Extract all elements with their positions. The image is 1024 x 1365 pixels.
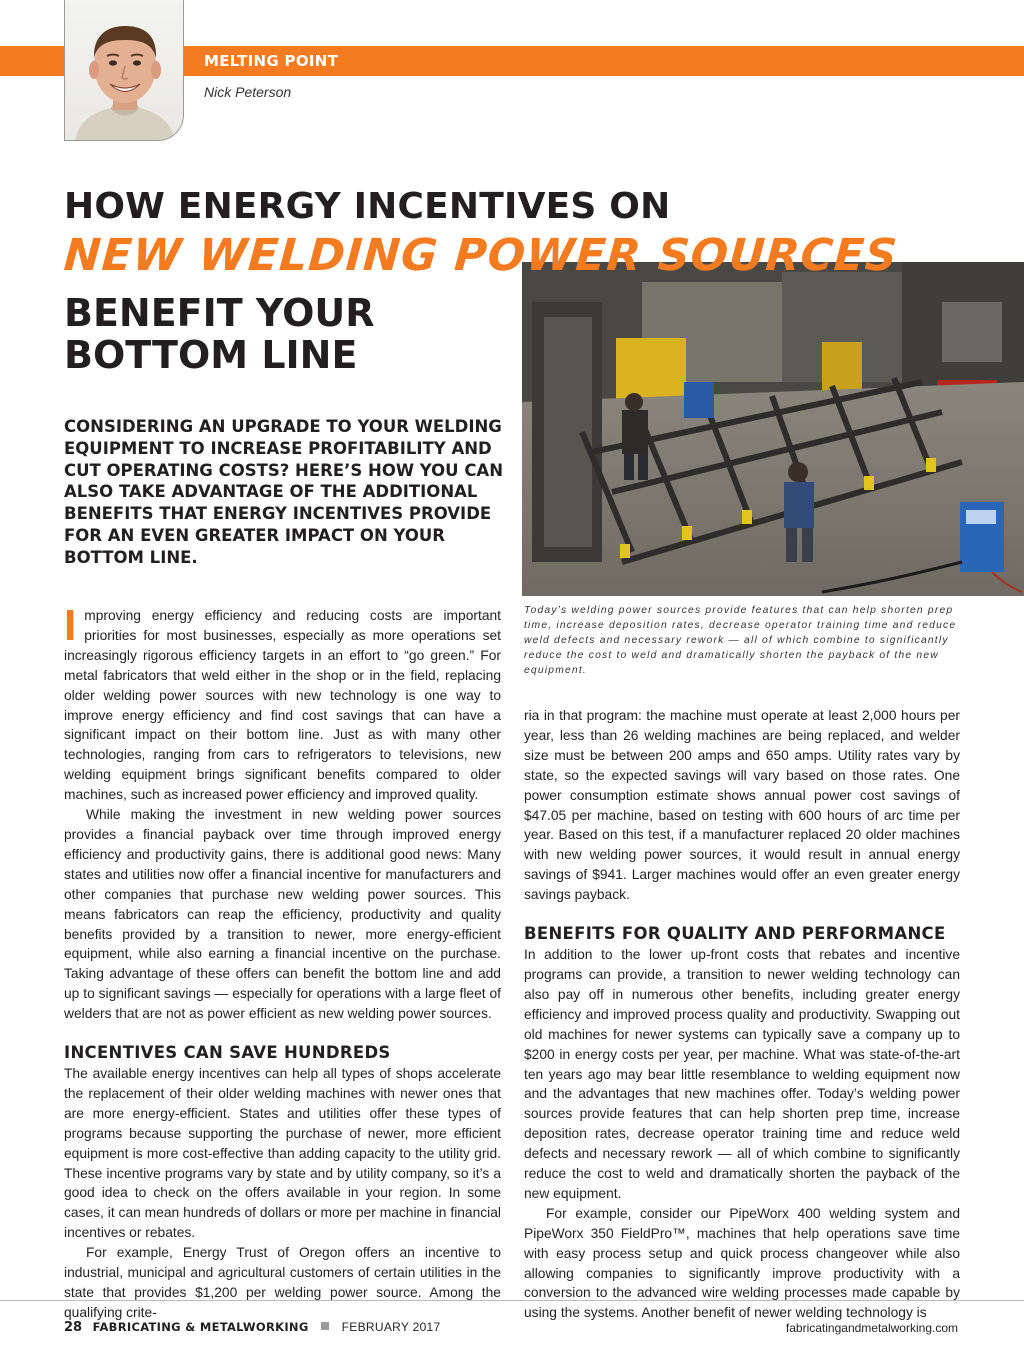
body-column-right xyxy=(524,706,960,1323)
issue-date: FEBRUARY 2017 xyxy=(341,1320,441,1334)
body-paragraph: The available energy incentives can help all types of shops accelerate the replacement of their older welding machines with newer ones that are more energy-efficient. States and utilities offer these types of programs because supporting the purchase of newer, more efficient equipment is more cost-effective than adding capacity to the utility grid. These incentive programs vary by state and by utility company, so it’s a good idea to check on the offers available in your region. In some cases, it can mean hundreds of dollars or more per machine in financial incentives or rebates. xyxy=(64,1066,501,1241)
body-paragraph: mproving energy efficiency and reducing costs are important priorities for most businesses, especially as more operations set increasingly rigorous efficiency targets in an effort to “go green.” For metal fabricators that weld either in the shop or in the field, replacing older welding power sources with new technology is one way to improve energy efficiency and find cost savings that can have a significant impact on their bottom line. Just as with many other technologies, ranging from cars to refrigerators to televisions, new welding equipment brings significant benefits compared to older machines, such as increased power efficiency and improved quality. xyxy=(64,608,501,803)
square-separator-icon xyxy=(321,1322,329,1330)
footer-rule xyxy=(0,1300,1024,1301)
subhead-benefits: BENEFITS FOR QUALITY AND PERFORMANCE xyxy=(524,924,946,944)
welding-shop-photo xyxy=(522,262,1024,596)
publication-name: FABRICATING & METALWORKING xyxy=(92,1320,309,1334)
article-deck: CONSIDERING AN UPGRADE TO YOUR WELDING EQUIPMENT TO INCREASE PROFITABILITY AND CUT OPERATING COSTS? HERE’S HOW YOU CAN ALSO TAKE ADVANTAGE OF THE ADDITIONAL BENEFITS THAT ENERGY INCENTIVES PROVIDE FOR AN EVEN GREATER IMPACT ON YOUR BOTTOM LINE. xyxy=(64,417,504,567)
website-url: fabricatingandmetalworking.com xyxy=(785,1321,958,1335)
photo-caption: Today’s welding power sources provide features that can help shorten prep time, increase deposition rates, decrease operator training time and reduce weld defects and necessary rework — all of which combine to significantly reduce the cost to weld and dramatically shorten the payback of the new equipment. xyxy=(524,605,957,676)
drop-cap: I xyxy=(64,601,77,650)
folio xyxy=(64,1320,441,1335)
body-paragraph: For example, Energy Trust of Oregon offers an incentive to industrial, municipal and agricultural customers of certain utilities in the state that provides $1,200 per welding power source. Among the qualifying crite- xyxy=(64,1245,501,1320)
body-paragraph: In addition to the lower up-front costs that rebates and incentive programs can provide, a transition to newer welding technology can also pay off in numerous other benefits, including greater energy efficiency and improved process quality and productivity. Swapping out old machines for newer systems can typically save a company up to $200 in energy costs per year, per machine. What was state-of-the-art ten years ago may bear little resemblance to welding equipment now and the advantages that new machines offer. Today’s welding power sources provide features that can help shorten prep time, increase deposition rates, decrease operator training time and reduce weld defects and necessary rework — all of which combine to significantly reduce the cost to weld and dramatically shorten the payback of the new equipment. xyxy=(524,947,960,1201)
body-paragraph: ria in that program: the machine must operate at least 2,000 hours per year, less than 26 welding machines are being replaced, and welder size must be between 200 amps and 650 amps. Utility rates vary by state, so the expected savings will vary based on those rates. One power consumption estimate shows annual power cost savings of $47.05 per machine, based on testing with 600 hours of arc time per year. Based on this test, if a manufacturer replaced 20 older machines with new welding power sources, it would result in annual energy savings of $941. Larger machines would offer an even greater energy savings payback. xyxy=(524,708,960,903)
headline-line-3: BENEFIT YOUR BOTTOM LINE xyxy=(64,291,375,377)
author-headshot xyxy=(64,0,184,141)
headline-line-1: HOW ENERGY INCENTIVES ON xyxy=(64,186,671,227)
body-paragraph: For example, consider our PipeWorx 400 welding system and PipeWorx 350 FieldPro™, machines that help operations save time with easy process setup and quick process changeover while also allowing companies to significantly improve productivity with a conversion to the advanced wire welding processes made capable by using the systems. Another benefit of newer welding technology is xyxy=(524,1205,960,1321)
column-name: MELTING POINT xyxy=(204,52,339,70)
subhead-incentives: INCENTIVES CAN SAVE HUNDREDS xyxy=(64,1043,391,1063)
body-column-left xyxy=(64,601,501,1323)
body-paragraph: While making the investment in new welding power sources provides a financial payback over time through improved energy efficiency and productivity gains, there is additional good news: Many states and utilities now offer a financial incentive for manufacturers and other companies that purchase new welding power sources. This means fabricators can reap the efficiency, productivity and quality benefits provided by a transition to newer, more energy-efficient equipment, while also earning a financial incentive on the purchase. Taking advantage of these offers can benefit the bottom line and add up to significant savings — especially for operations with a large fleet of welders that are not as power efficient as new welding power sources. xyxy=(64,807,501,1022)
headline-line-2: NEW WELDING POWER SOURCES xyxy=(62,230,900,281)
author-byline: Nick Peterson xyxy=(204,84,292,100)
page-number: 28 xyxy=(64,1320,83,1335)
